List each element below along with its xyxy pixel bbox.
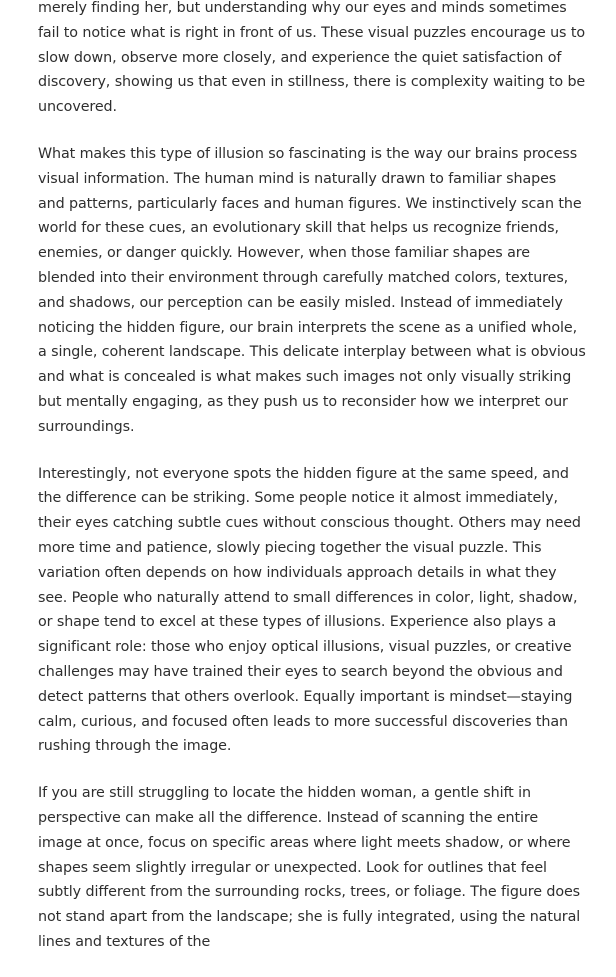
article-body (38, 0, 586, 977)
paragraph-1: merely finding her, but understanding why our eyes and minds sometimes fail to notice what is right in front of us. These visual puzzles encourage us to slow down, observe more closely, and experience the quiet satisfaction of discovery, showing us that even in stillness, there is complexity waiting to be uncovered. (38, 0, 586, 116)
paragraph-3: Interestingly, not everyone spots the hidden figure at the same speed, and the difference can be striking. Some people notice it almost immediately, their eyes catching subtle cues without conscious thought. Others may need more time and patience, slowly piecing together the visual puzzle. This variation often depends on how individuals approach details in what they see. People who naturally attend to small differences in color, light, shadow, or shape tend to excel at these types of illusions. Experience also plays a significant role: those who enjoy optical illusions, visual puzzles, or creative challenges may have trained their eyes to search beyond the obvious and detect patterns that others overlook. Equally important is mindset—staying calm, curious, and focused often leads to more successful discoveries than rushing through the image. (38, 465, 581, 755)
paragraph-4: If you are still struggling to locate the hidden woman, a gentle shift in perspective can make all the difference. Instead of scanning the entire image at once, focus on specific areas where light meets shadow, or where shapes seem slightly irregular or unexpected. Look for outlines that feel subtly different from the surrounding rocks, trees, or foliage. The figure does not stand apart from the landscape; she is fully integrated, using the natural lines and textures of the (38, 785, 581, 950)
paragraph-2: What makes this type of illusion so fascinating is the way our brains process visual information. The human mind is naturally drawn to familiar shapes and patterns, particularly faces and human figures. We instinctively scan the world for these cues, an evolutionary skill that helps us recognize friends, enemies, or danger quickly. However, when those familiar shapes are blended into their environment through carefully matched colors, textures, and shadows, our perception can be easily misled. Instead of immediately noticing the hidden figure, our brain interprets the scene as a unified whole, a single, coherent landscape. This delicate interplay between what is obvious and what is concealed is what makes such images not only visually striking but mentally engaging, as they push us to reconsider how we interpret our surroundings. (38, 145, 586, 435)
